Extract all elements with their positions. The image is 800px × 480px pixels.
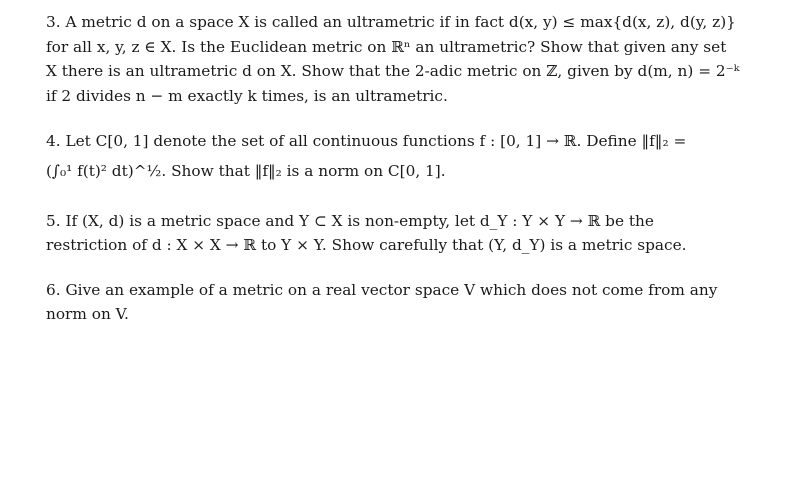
problem-6-line-2: norm on V. <box>46 305 129 323</box>
problem-5-line-2: restriction of d : X × X → ℝ to Y × Y. Show carefully that (Y, d_Y) is a metric space. <box>46 236 687 254</box>
problem-4-line-2: (∫₀¹ f(t)² dt)^½. Show that ‖f‖₂ is a norm on C[0, 1]. <box>46 161 446 180</box>
problem-3-line-2: for all x, y, z ∈ X. Is the Euclidean metric on ℝⁿ an ultrametric? Show that given any set <box>46 37 727 56</box>
problem-3-line-4: if 2 divides n − m exactly k times, is an ultrametric. <box>46 86 448 105</box>
problem-4-line-1: 4. Let C[0, 1] denote the set of all continuous functions f : [0, 1] → ℝ. Define ‖f‖₂ = <box>46 132 687 150</box>
problem-3 <box>46 10 772 108</box>
problem-6 <box>46 278 772 327</box>
problem-3-line-3: X there is an ultrametric d on X. Show that the 2-adic metric on ℤ, given by d(m, n) = 2⁻ᵏ <box>46 62 740 80</box>
problem-6-line-1: 6. Give an example of a metric on a real vector space V which does not come from any <box>46 280 718 299</box>
problem-3-line-1: 3. A metric d on a space X is called an ultrametric if in fact d(x, y) ≤ max{d(x, z), d(y, z)} <box>46 13 736 31</box>
problem-5-line-1: 5. If (X, d) is a metric space and Y ⊂ X is non-empty, let d_Y : Y × Y → ℝ be the <box>46 211 654 230</box>
problem-4 <box>46 129 772 188</box>
problem-5 <box>46 209 772 258</box>
